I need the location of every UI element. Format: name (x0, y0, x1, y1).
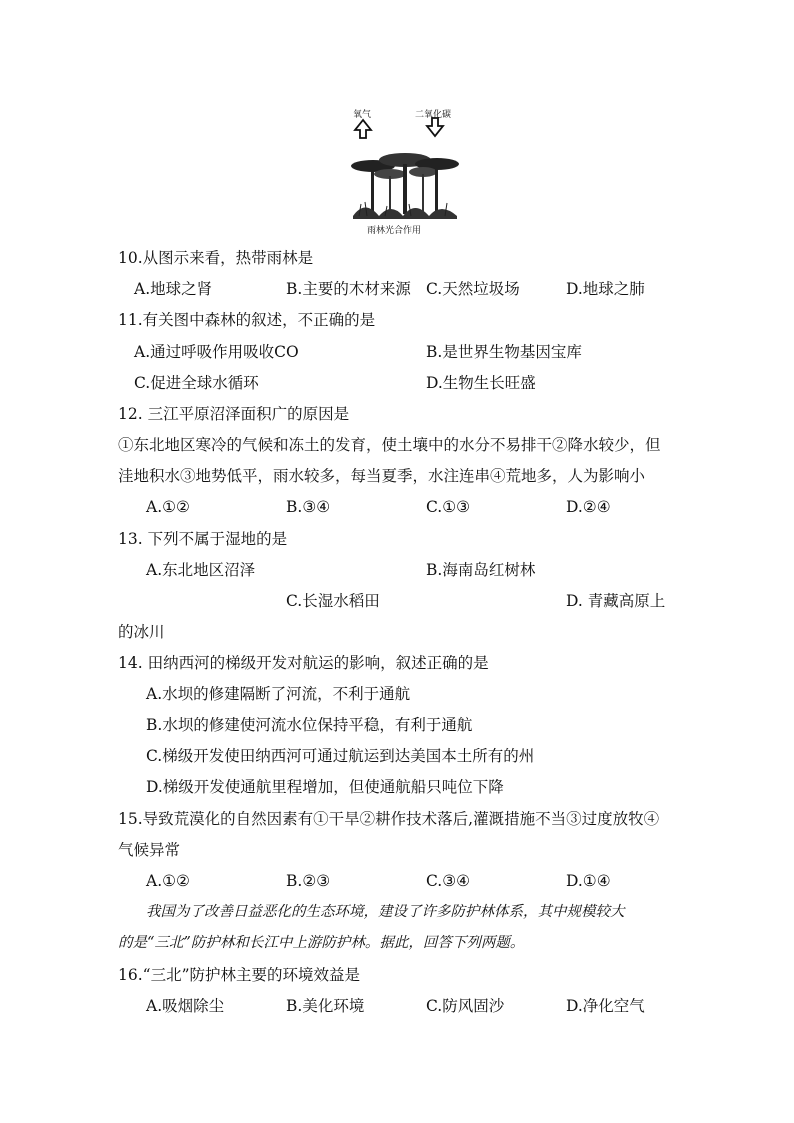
q12-option-d: D.②④ (566, 498, 611, 516)
q16-option-d: D.净化空气 (566, 997, 645, 1015)
q13-option-a: A.东北地区沼泽 (146, 561, 256, 579)
up-arrow-icon (355, 120, 371, 138)
q10-option-c: C.天然垃圾场 (426, 280, 520, 298)
q16-option-a: A.吸烟除尘 (146, 997, 225, 1015)
q16-option-c: C.防风固沙 (426, 997, 505, 1015)
q13-option-c: C.长湿水稻田 (286, 592, 380, 610)
q11-option-a: A.通过呼吸作用吸收CO (134, 343, 299, 361)
q12-option-b: B.③④ (286, 498, 331, 516)
q10-option-d: D.地球之肺 (566, 280, 645, 298)
q12-stem: 12. 三江平原沼泽面积广的原因是 (118, 405, 350, 423)
q14-option-d: D.梯级开发使通航里程增加，但使通航船只吨位下降 (146, 778, 504, 796)
q15-option-c: C.③④ (426, 872, 471, 890)
passage-line1: 我国为了改善日益恶化的生态环境，建设了许多防护林体系，其中规模较大 (146, 904, 625, 920)
q15-stem: 15.导致荒漠化的自然因素有①干旱②耕作技术落后,灌溉措施不当③过度放牧④ (118, 810, 660, 828)
rainforest-illustration (345, 104, 465, 234)
q14-option-c: C.梯级开发使田纳西河可通过航运到达美国本土所有的州 (146, 747, 535, 765)
q15-option-b: B.②③ (286, 872, 331, 890)
q12-body-line1: ①东北地区寒冷的气候和冻土的发育，使土壤中的水分不易排干②降水较少，但 (118, 436, 661, 454)
q11-option-b: B.是世界生物基因宝库 (426, 343, 582, 361)
q10-option-a: A.地球之肾 (134, 280, 213, 298)
q15-option-a: A.①② (146, 872, 190, 890)
q16-option-b: B.美化环境 (286, 997, 365, 1015)
q16-stem: 16.“三北”防护林主要的环境效益是 (118, 966, 360, 984)
q14-option-a: A.水坝的修建隔断了河流，不利于通航 (146, 685, 411, 703)
figure-caption: 雨林光合作用 (367, 226, 422, 236)
q12-body-line2: 洼地积水③地势低平，雨水较多，每当夏季，水注连串④荒地多，人为影响小 (118, 467, 646, 485)
q10-stem: 10.从图示来看，热带雨林是 (118, 249, 314, 267)
down-arrow-icon (427, 118, 443, 136)
trees-icon (351, 153, 459, 219)
q15-option-d: D.①④ (566, 872, 611, 890)
q13-stem: 13. 下列不属于湿地的是 (118, 530, 288, 548)
passage-line2: 的是“三北”防护林和长江中上游防护林。据此，回答下列两题。 (118, 935, 525, 951)
q15-stem-continued: 气候异常 (118, 841, 181, 859)
q11-option-c: C.促进全球水循环 (134, 374, 259, 392)
rainforest-figure (345, 104, 465, 234)
q13-option-d-continued: 的冰川 (118, 623, 165, 641)
co2-label: 二氧化碳 (415, 110, 452, 120)
q13-option-d: D. 青藏高原上 (566, 592, 666, 610)
oxygen-label: 氧气 (353, 110, 372, 120)
q12-option-c: C.①③ (426, 498, 471, 516)
q14-stem: 14. 田纳西河的梯级开发对航运的影响，叙述正确的是 (118, 654, 489, 672)
q14-option-b: B.水坝的修建使河流水位保持平稳，有利于通航 (146, 716, 473, 734)
q12-option-a: A.①② (146, 498, 190, 516)
q11-option-d: D.生物生长旺盛 (426, 374, 536, 392)
q13-option-b: B.海南岛红树林 (426, 561, 536, 579)
q10-option-b: B.主要的木材来源 (286, 280, 411, 298)
q11-stem: 11.有关图中森林的叙述，不正确的是 (118, 311, 376, 329)
